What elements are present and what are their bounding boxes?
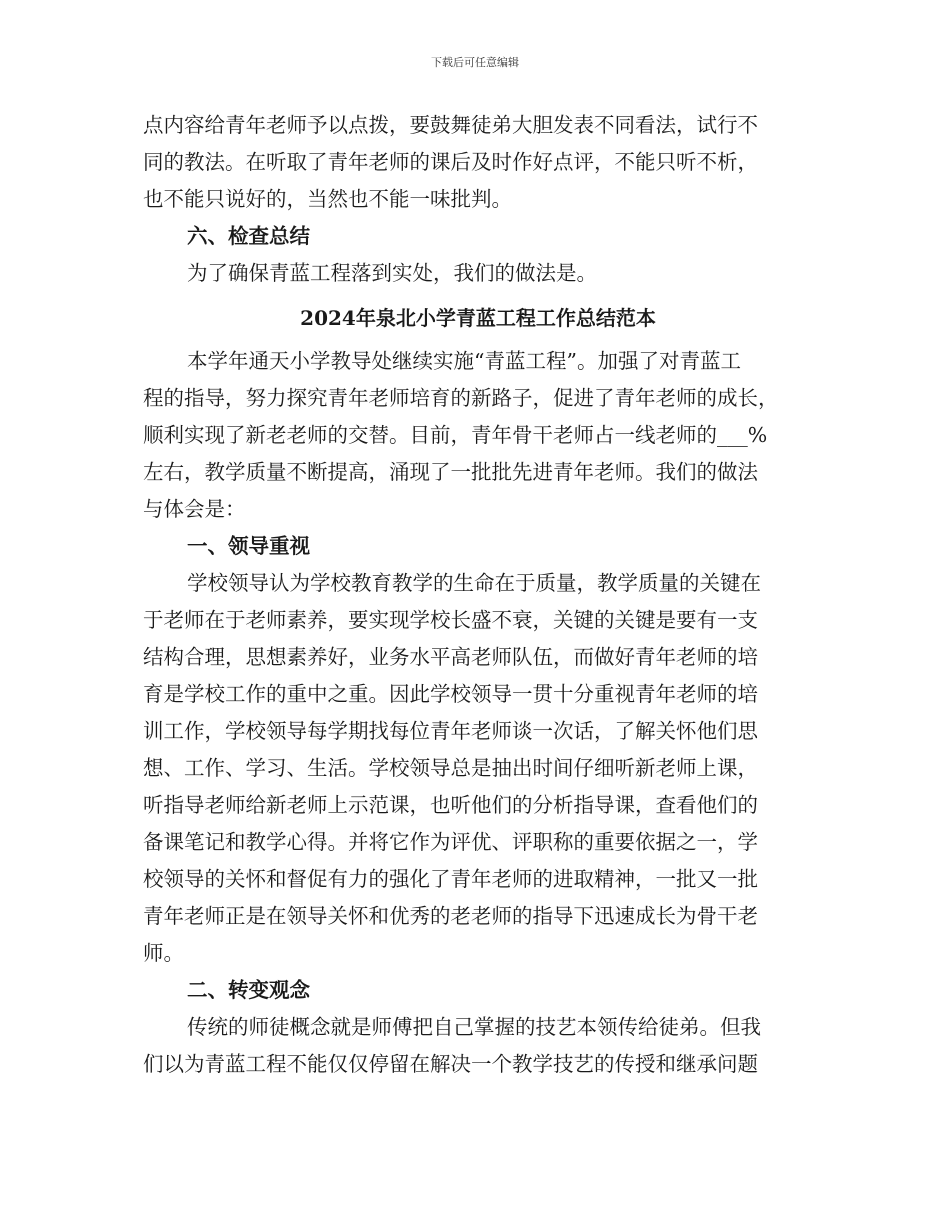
paragraph-line: 与体会是：: [143, 497, 246, 521]
paragraph-line: 学校领导认为学校教育教学的生命在于质量，教学质量的关键在: [187, 571, 761, 595]
paragraph-line: 同的教法。在听取了青年老师的课后及时作好点评，不能只听不析，: [143, 150, 758, 174]
paragraph-line: 点内容给青年老师予以点拨，要鼓舞徒弟大胆发表不同看法，试行不: [143, 113, 758, 137]
paragraph-line: 想、工作、学习、生活。学校领导总是抽出时间仔细听新老师上课，: [143, 756, 758, 780]
paragraph-line: 为了确保青蓝工程落到实处，我们的做法是。: [187, 261, 597, 285]
paragraph-line: 结构合理，思想素养好，业务水平高老师队伍，而做好青年老师的培: [143, 645, 758, 669]
paragraph-line: 师。: [143, 941, 184, 965]
section-heading: 二、转变观念: [187, 978, 310, 1002]
paragraph-line: 育是学校工作的重中之重。因此学校领导一贯十分重视青年老师的培: [143, 682, 758, 706]
paragraph-line: 备课笔记和教学心得。并将它作为评优、评职称的重要依据之一，学: [143, 830, 758, 854]
paragraph-line: 本学年通天小学教导处继续实施“青蓝工程”。加强了对青蓝工: [187, 349, 741, 373]
document-title: 2024年泉北小学青蓝工程工作总结范本: [300, 306, 656, 330]
paragraph-line: 传统的师徒概念就是师傅把自己掌握的技艺本领传给徒弟。但我: [187, 1015, 761, 1039]
paragraph-line: 顺利实现了新老老师的交替。目前，青年骨干老师占一线老师的___%: [143, 423, 768, 447]
paragraph-line: 训工作，学校领导每学期找每位青年老师谈一次话，了解关怀他们思: [143, 719, 758, 743]
paragraph-line: 程的指导，努力探究青年老师培育的新路子，促进了青年老师的成长，: [143, 386, 779, 410]
paragraph-line: 们以为青蓝工程不能仅仅停留在解决一个教学技艺的传授和继承问题: [143, 1052, 758, 1076]
section-heading: 一、领导重视: [187, 534, 310, 558]
page-header: 下载后可任意编辑: [431, 56, 519, 69]
section-heading: 六、检查总结: [187, 224, 310, 248]
paragraph-line: 也不能只说好的，当然也不能一味批判。: [143, 187, 512, 211]
paragraph-line: 青年老师正是在领导关怀和优秀的老老师的指导下迅速成长为骨干老: [143, 904, 758, 928]
document-body: [143, 107, 813, 1083]
paragraph-line: 校领导的关怀和督促有力的强化了青年老师的进取精神，一批又一批: [143, 867, 758, 891]
paragraph-line: 听指导老师给新老师上示范课，也听他们的分析指导课，查看他们的: [143, 793, 758, 817]
paragraph-line: 左右，教学质量不断提高，涌现了一批批先进青年老师。我们的做法: [143, 460, 758, 484]
paragraph-line: 于老师在于老师素养，要实现学校长盛不衰，关键的关键是要有一支: [143, 608, 758, 632]
